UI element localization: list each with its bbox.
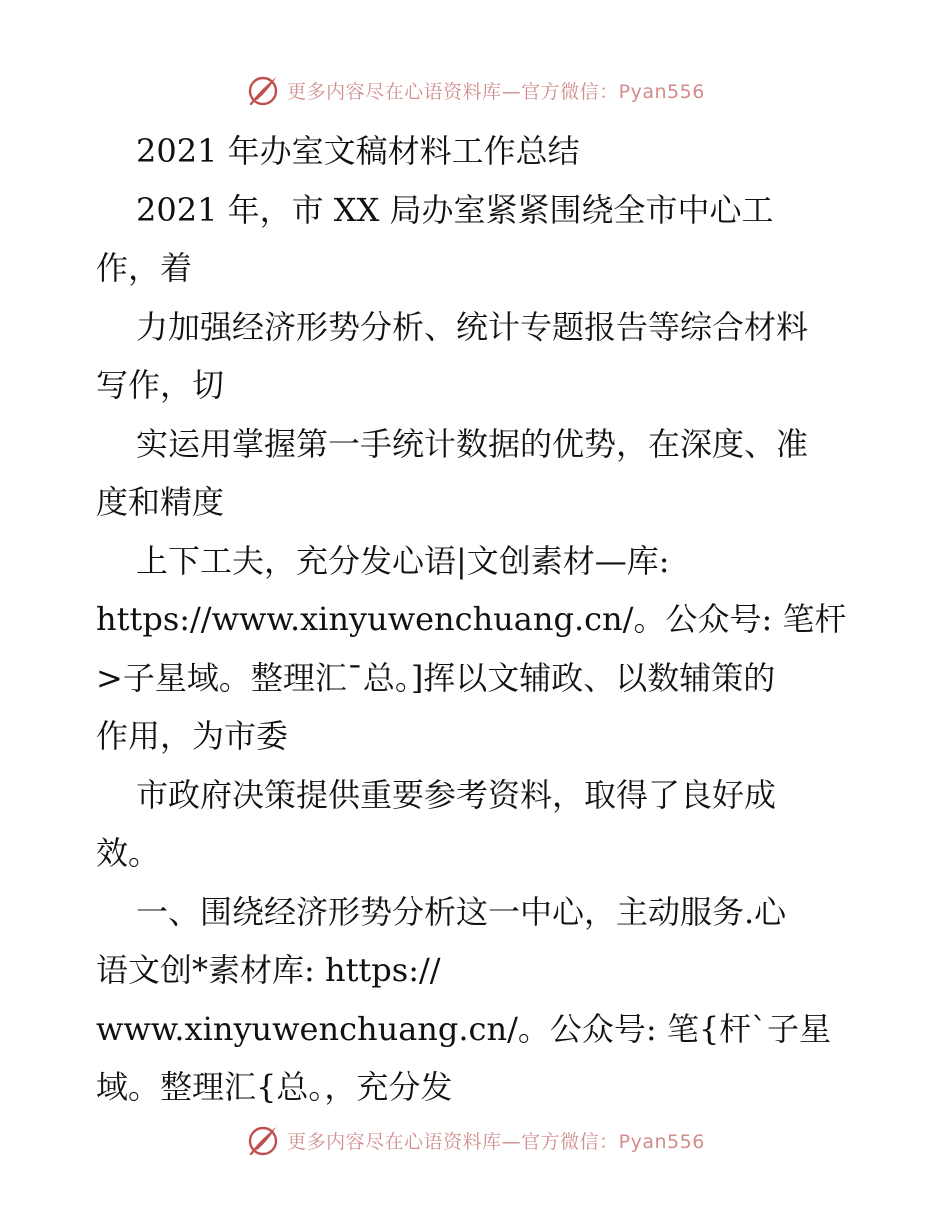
document-line: 实运用掌握第一手统计数据的优势，在深度、准: [136, 424, 809, 463]
document-line: 效。: [96, 834, 161, 872]
document-line: 力加强经济形势分析、统计专题报告等综合材料: [136, 307, 809, 346]
document-line: www.xinyuwenchuang.cn/。公众号: 笔{杆`子星: [96, 1009, 832, 1048]
quill-logo-icon: [245, 1122, 281, 1158]
document-line: 写作，切: [96, 366, 225, 404]
document-line: 一、围绕经济形势分析这一中心，主动服务.心: [136, 892, 787, 931]
document-line: >子星域。整理汇¯总。]挥以文辅政、以数辅策的: [96, 658, 776, 697]
quill-logo-icon: [245, 72, 281, 108]
watermark-banner-top: [0, 68, 950, 112]
document-line: https://www.xinyuwenchuang.cn/。公众号: 笔杆: [96, 600, 847, 638]
document-body: [96, 122, 858, 1117]
watermark-banner-text: 更多内容尽在心语资料库—官方微信：Pyan556: [287, 80, 705, 103]
document-line: 上下工夫，充分发心语|文创素材—库:: [136, 541, 670, 580]
watermark-banner-bottom: [0, 1118, 950, 1162]
document-line: 作用，为市委: [96, 717, 289, 755]
document-line: 语文创*素材库: https://: [96, 951, 441, 989]
document-line: 2021 年，市 XX 局办室紧紧围绕全市中心工: [136, 190, 774, 229]
document-line: 域。整理汇{总。，充分发: [96, 1068, 453, 1106]
watermark-banner-text: 更多内容尽在心语资料库—官方微信：Pyan556: [287, 1130, 705, 1153]
document-line: 作，着: [96, 249, 193, 287]
document-line: 度和精度: [96, 483, 225, 521]
document-line: 2021 年办室文稿材料工作总结: [136, 132, 580, 170]
document-line: 市政府决策提供重要参考资料，取得了良好成: [136, 775, 777, 814]
